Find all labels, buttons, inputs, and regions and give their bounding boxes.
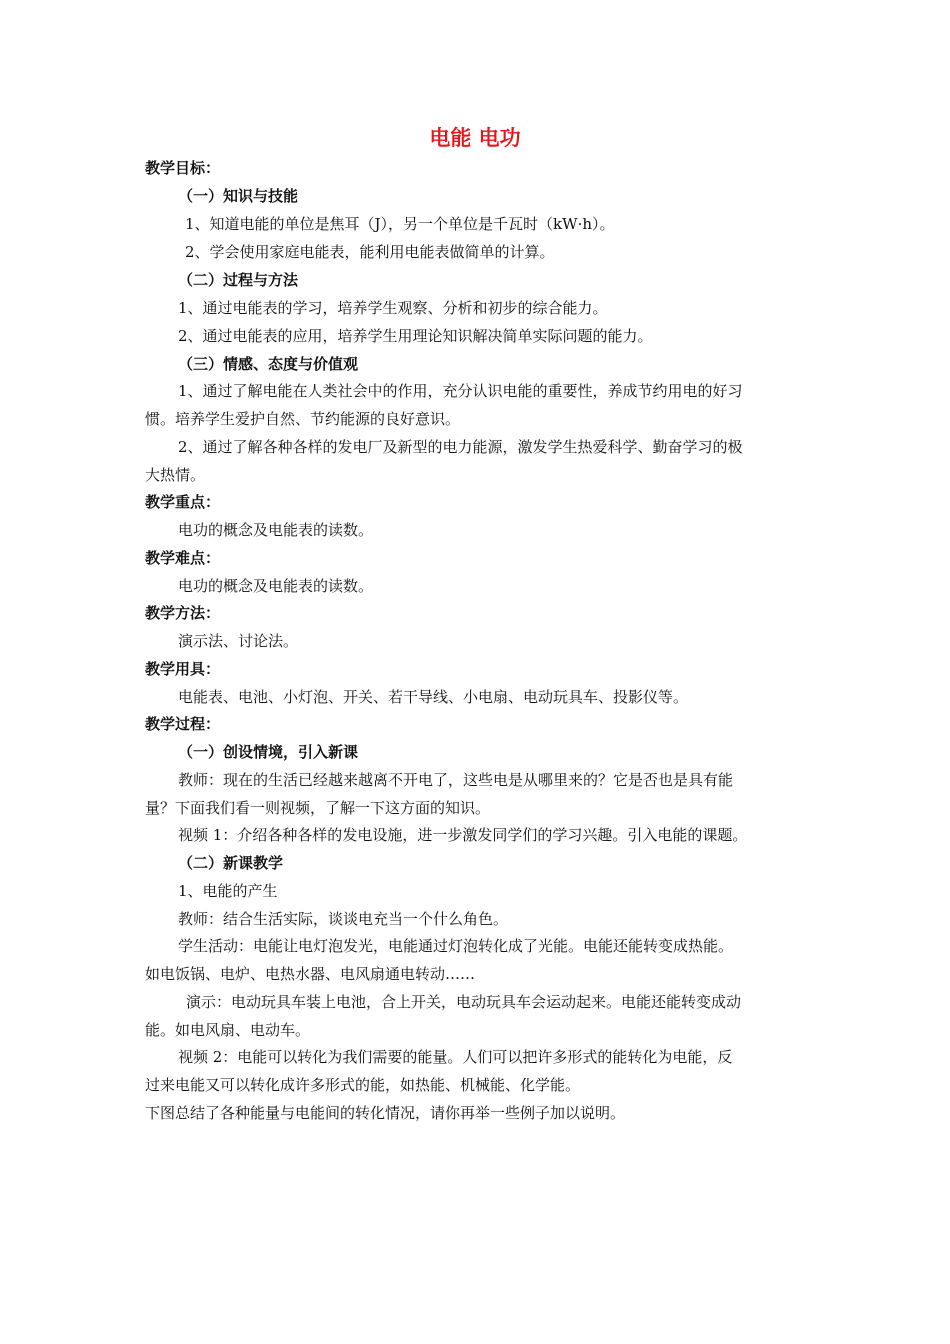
demo-line-1: 演示：电动玩具车装上电池，合上开关，电动玩具车会运动起来。电能还能转变成动 <box>186 993 742 1011</box>
intro-teacher-line-1: 教师：现在的生活已经越来越离不开电了，这些电是从哪里来的？它是否也是具有能 <box>178 771 734 789</box>
process-item-2: 2、通过电能表的应用，培养学生用理论知识解决简单实际问题的能力。 <box>178 327 653 345</box>
methods-heading: 教学方法： <box>145 604 221 622</box>
summary-line: 下图总结了各种能量与电能间的转化情况，请你再举一些例子加以说明。 <box>145 1104 626 1122</box>
key-points-text: 电功的概念及电能表的读数。 <box>178 521 374 539</box>
student-activity-line-2: 如电饭锅、电炉、电热水器、电风扇通电转动…… <box>145 965 476 983</box>
intro-teacher-line-2: 量？下面我们看一则视频，了解一下这方面的知识。 <box>145 799 491 817</box>
difficulties-text: 电功的概念及电能表的读数。 <box>178 577 374 595</box>
attitude-item-1-line-1: 1、通过了解电能在人类社会中的作用，充分认识电能的重要性，养成节约用电的好习 <box>178 382 743 400</box>
knowledge-item-1: 1、知道电能的单位是焦耳（J），另一个单位是千瓦时（kW·h）。 <box>185 215 615 233</box>
key-points-heading: 教学重点： <box>145 493 221 511</box>
objectives-heading: 教学目标： <box>145 159 221 177</box>
demo-line-2: 能。如电风扇、电动车。 <box>145 1021 311 1039</box>
procedure-heading: 教学过程： <box>145 715 221 733</box>
attitude-item-2-line-1: 2、通过了解各种各样的发电厂及新型的电力能源，激发学生热爱科学、勤奋学习的极 <box>178 438 743 456</box>
intro-video-1: 视频 1：介绍各种各样的发电设施，进一步激发同学们的学习兴趣。引入电能的课题。 <box>178 826 748 844</box>
new-lesson-sub-1: 1、电能的产生 <box>178 882 278 900</box>
knowledge-item-2: 2、学会使用家庭电能表，能利用电能表做简单的计算。 <box>185 243 555 261</box>
attitude-item-1-line-2: 惯。培养学生爱护自然、节约能源的良好意识。 <box>145 410 461 428</box>
new-lesson-teacher: 教师：结合生活实际，谈谈电充当一个什么角色。 <box>178 910 509 928</box>
difficulties-heading: 教学难点： <box>145 549 221 567</box>
video-2-line-2: 过来电能又可以转化成许多形式的能，如热能、机械能、化学能。 <box>145 1076 581 1094</box>
attitude-heading: （三）情感、态度与价值观 <box>178 355 359 373</box>
methods-text: 演示法、讨论法。 <box>178 632 299 650</box>
knowledge-heading: （一）知识与技能 <box>178 187 299 205</box>
page-title: 电能 电功 <box>429 126 521 150</box>
intro-heading: （一）创设情境，引入新课 <box>178 743 359 761</box>
student-activity-line-1: 学生活动：电能让电灯泡发光，电能通过灯泡转化成了光能。电能还能转变成热能。 <box>178 937 734 955</box>
attitude-item-2-line-2: 大热情。 <box>145 466 206 484</box>
process-item-1: 1、通过电能表的学习，培养学生观察、分析和初步的综合能力。 <box>178 299 608 317</box>
process-heading: （二）过程与方法 <box>178 271 299 289</box>
tools-heading: 教学用具： <box>145 660 221 678</box>
video-2-line-1: 视频 2：电能可以转化为我们需要的能量。人们可以把许多形式的能转化为电能，反 <box>178 1048 733 1066</box>
new-lesson-heading: （二）新课教学 <box>178 854 284 872</box>
tools-text: 电能表、电池、小灯泡、开关、若干导线、小电扇、电动玩具车、投影仪等。 <box>178 688 689 706</box>
